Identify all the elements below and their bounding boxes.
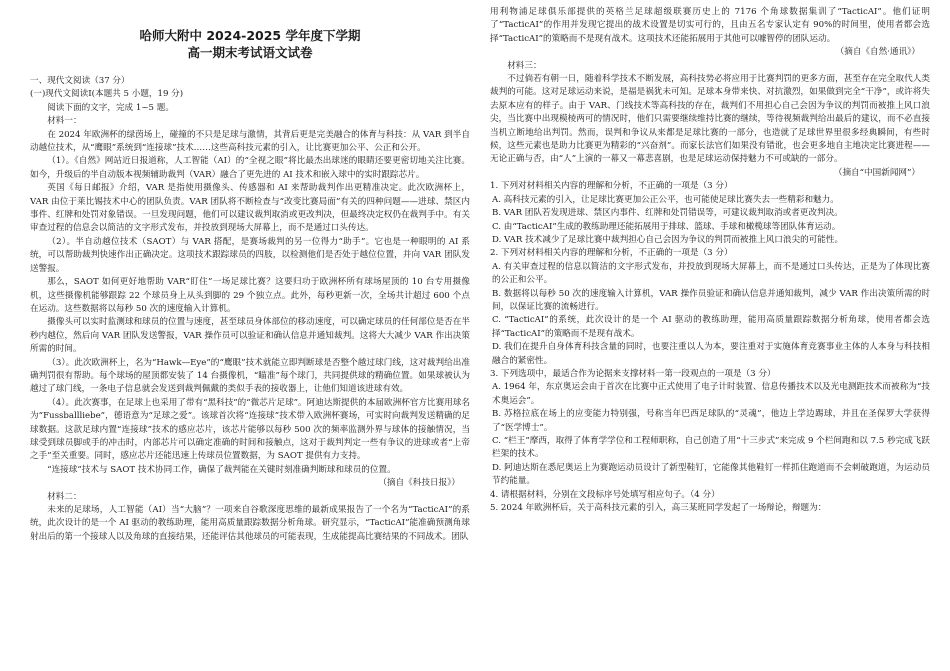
question-1-option-b: B. VAR 团队若发现进球、禁区内事件、红牌和处罚错误等，可建议裁判取消或者更改判决。 — [492, 208, 843, 219]
material-1-paragraph: 摄像头可以实时监测球和球员的位置与速度，甚至球员身体部位的移动速度，可以确定球员的任何部位是否在半秒内越位，然后向 VAR 团队发送警报，VAR 操作员可以验证和确认信息并通知裁判。这将大大减少 VAR 作出决策所需的时间。 — [30, 317, 470, 355]
left-column — [30, 0, 470, 544]
question-4: 4. 请根据材料，分别在文段标序号处填写相应句子。（4 分） — [490, 489, 720, 500]
question-1-option-d: D. VAR 技术减少了足球比赛中裁判担心自己会因为争议的判罚而被推上风口浪尖的可能性。 — [492, 234, 844, 245]
material-3-source: （摘自“中国新闻网”） — [833, 167, 920, 178]
question-2-option-d: D. 我们在提升自身体育科技含量的同时，也要注重以人为本，要注重对于实施体育竞赛事业主体的人本身与科技相融合的紧密性。 — [492, 342, 930, 366]
reading-instruction: 阅读下面的文字，完成 1~5 题。 — [47, 102, 174, 113]
question-3-option-a: A. 1964 年，东京奥运会由于首次在比赛中正式使用了电子计时装置、信息传播技术以及光电测距技术而被称为“技术奥运会”。 — [492, 382, 930, 406]
material-1-paragraph: （3）。此次欧洲杯上，名为“Hawk—Eye”的“鹰眼”技术就能立即判断球是否整个越过球门线，这对裁判给出准确判罚很有帮助。每个球场的屋顶都安装了 14 台摄像机，“瞄准”每个球门，共同提供球的精确位置。如果球被认为越过了球门线，一条电子信息就会发送到裁判佩戴的类似手表的接收器上，让他们知道该进球有效。 — [30, 357, 470, 395]
material-2-paragraph: 未来的足球场，人工智能（AI）当“大脑”？一项来自谷歌深度思维的最新成果报告了一个名为“TacticAI”的系统，此次设计的是一个 AI 驱动的教练助理，能用高质量跟踪数据分析角球。研究显示，“TacticAI”能准确预测角球射出后的第一个接球人以及角球的直接结果，还能评估其他球员的可能表现，生成能提高比赛结果的不同战术。团队 — [30, 505, 470, 542]
material-1-paragraph: （2）。半自动越位技术（SAOT）与 VAR 搭配，是赛场裁判的另一位得力“助手”。它也是一种眼明的 AI 系统，可以帮助裁判快速作出正确决定。这项技术跟踪球员的四肢，以检测他们是否处于越位位置，并向 VAR 团队发送警报。 — [30, 236, 470, 274]
right-column — [490, 0, 930, 515]
question-3: 3. 下列选项中，最适合作为论据来支撑材料一第一段观点的一项是（3 分） — [490, 368, 776, 379]
material-1-source: （摘自《科技日报》） — [378, 478, 460, 489]
question-3-option-d: D. 阿迪达斯在悉尼奥运上为赛跑运动员设计了新型鞋钉，它能像其他鞋钉一样抓住跑道而不会刺破跑道，为运动员节约能量。 — [492, 462, 930, 487]
question-3-option-b: B. 苏格拉底在场上的应变能力特别强，号称当年巴西足球队的“灵魂”，他边上学边踢球，并且在圣保罗大学获得了“医学博士”。 — [492, 409, 930, 433]
material-2-paragraph-cont: 用利物浦足球俱乐部提供的英格兰足球超级联赛历史上的 7176 个角球数据集训了“TacticAI”。他们证明了“TacticAI”的作用并发现它提出的战术设置是切实可行的，且由五名专家认定有 90%的时间里，使用者都会选择“TacticAI”的策略而不是现有战术。这项技术还能拓展用于其他可以噱智停的团队运动。 — [490, 7, 930, 44]
question-5: 5. 2024 年欧洲杯后，关于高科技元素的引入，高三某班同学发起了一场辩论，辩题为： — [490, 503, 827, 514]
subsection-heading: (一)现代文阅读Ⅰ(本题共 5 小题，19 分) — [30, 89, 184, 100]
material-1-paragraph: 那么，SAOT 如何更好地帮助 VAR“盯住”一场足球比赛？这要归功于欧洲杯所有球场屋顶的 10 台专用摄像机，这些摄像机能够跟踪 22 个球员身上从头到脚的 29 个独立点。此外，每秒更新一次，全场共计超过 600 个点在运动。这些数据将以每秒 50 次的速度输入计算机。 — [30, 277, 470, 314]
question-2-option-a: A. 有关审查过程的信息以简洁的文字形式发布，并投放到现场大屏幕上，而不是通过口头传达，正是为了体现比赛的公正和公平。 — [492, 261, 930, 286]
question-2: 2. 下列对材料相关内容的理解和分析，不正确的一项是（3 分） — [490, 248, 733, 259]
question-1-option-a: A. 高科技元素的引入，让足球比赛更加公正公平，也可能使足球比赛失去一些精彩和魅力。 — [492, 194, 839, 205]
section-heading: 一、现代文阅读（37 分） — [30, 76, 130, 86]
material-1-paragraph: （4）。此次赛事，在足球上也采用了带有“黑科技”的“微芯片足球”。阿迪达斯提供的本届欧洲杯官方比赛用球名为“Fussballliebe”，德语意为“足球之爱”。该球首次将“连接球”技术带入欧洲杯赛场，可实时向裁判发送精确的足球数据。这款足球内置“连接球”技术的感应芯片，该芯片能够以每秒 500 次的频率监测外界与球体的接触情况，当球受到球员脚或手的冲击时，内部芯片可以确定准确的时间和接触点，这对于裁判判定一些有争议的进球或者“上帝之手”至关重要。同时，感应芯片还能迅速上传球员位置数据，为 SAOT 提供有力支持。 — [30, 397, 470, 462]
material-3-label: 材料三： — [507, 60, 542, 71]
question-2-option-b: B. 数据将以每秒 50 次的速度输入计算机，VAR 操作员验证和确认信息并通知裁判，减少 VAR 作出决策所需的时间，以保证比赛的流畅进行。 — [492, 288, 930, 312]
material-1-paragraph: （1）。《自然》网站近日报道称，人工智能（AI）的“全视之眼”将比最杰出球迷的眼睛还要更密切地关注比赛。如今，升级后的半自动版本视频辅助裁判（VAR）融合了更先进的 AI 技术和嵌入球中的实时跟踪芯片。 — [30, 156, 470, 180]
question-1: 1. 下列对材料相关内容的理解和分析，不正确的一项是（3 分） — [490, 181, 733, 192]
material-1-paragraph: “连接球”技术与 SAOT 技术协同工作，确保了裁判能在关键时刻准确判断球和球员的位置。 — [47, 464, 396, 475]
material-1-paragraph: 在 2024 年欧洲杯的绿茵场上，碰撞的不只是足球与激情，其背后更是完美融合的体育与科技：从 VAR 到半自动越位技术，从“鹰眼”系统到“连接球”技术……这些高科技元素的引入，让比赛更加公平、公正和公开。 — [30, 129, 470, 154]
question-2-option-c: C. “TacticAI”的系统，此次设计的是一个 AI 驱动的教练助理，能用高质量跟踪数据分析角球，使用者都会选择“TacticAI”的策略而不是现有战术。 — [492, 315, 930, 339]
material-2-source: （摘自《自然·通讯》） — [835, 47, 920, 58]
question-3-option-c: C. “栏王”摩西，取得了体育学学位和工程师职称，自己创造了用“十三步式”来完成 9 个栏间跑和以 7.5 秒完成飞跃栏架的技术。 — [492, 436, 930, 460]
material-3-paragraph: 不过倘若有朝一日，随着科学技术不断发展，高科技势必将应用于比赛判罚的更多方面，甚至存在完全取代人类裁判的可能。这对足球运动来说，是福是祸犹未可知。足球本身带来快、对抗激烈，如果做到完全“干净”，或许将失去原本应有的样子。由于 VAR、门线技术等高科技的存在，裁判们不用担心自己会因为争议的判罚而被推上风口浪尖，当比赛中出现模棱两可的情况时，他们只需要继续维持比赛的继续，等待视频裁判给出最后的建议，而不必直接当机立断地给出判罚。然而，误判和争议从来都是足球比赛的一部分，也造就了足球世界里很多经典瞬间，有些时候，这些元素也是助力比赛更为精彩的“兴奋剂”。而家长法官们如果没有错讹，也会更多地自主地决定比赛进程——无论正确与否，由“人”上演的一幕又一幕悲喜剧，也是足球运动保持魅力不可或缺的一部分。 — [490, 74, 930, 165]
material-1-label: 材料一： — [47, 116, 82, 127]
question-1-option-c: C. 由“TacticAI”生成的教练助理还能拓展用于排球、篮球、手球和橄榄球等团队体育运动。 — [492, 221, 841, 232]
material-1-paragraph: 英国《每日邮报》介绍，VAR 是指使用摄像头、传感器和 AI 来帮助裁判作出更精准决定。此次欧洲杯上，VAR 由位于莱比锡技术中心的团队负责。VAR 团队将不断检查与“改变比赛局面”有关的四种问题——进球、禁区内事件、红牌和处罚对象错误。一旦发现问题，他们可以建议裁判取消或更改判决，但最终决定权仍在裁判手中。有关审查过程的信息会以简洁的文字形式发布，并投放到现场大屏幕上，而不是通过口头传达。 — [30, 183, 470, 234]
exam-title-line1: 哈师大附中 2024-2025 学年度下学期 — [139, 28, 361, 43]
material-2-label: 材料二： — [47, 491, 82, 502]
exam-title-line2: 高一期末考试语文试卷 — [187, 45, 313, 60]
